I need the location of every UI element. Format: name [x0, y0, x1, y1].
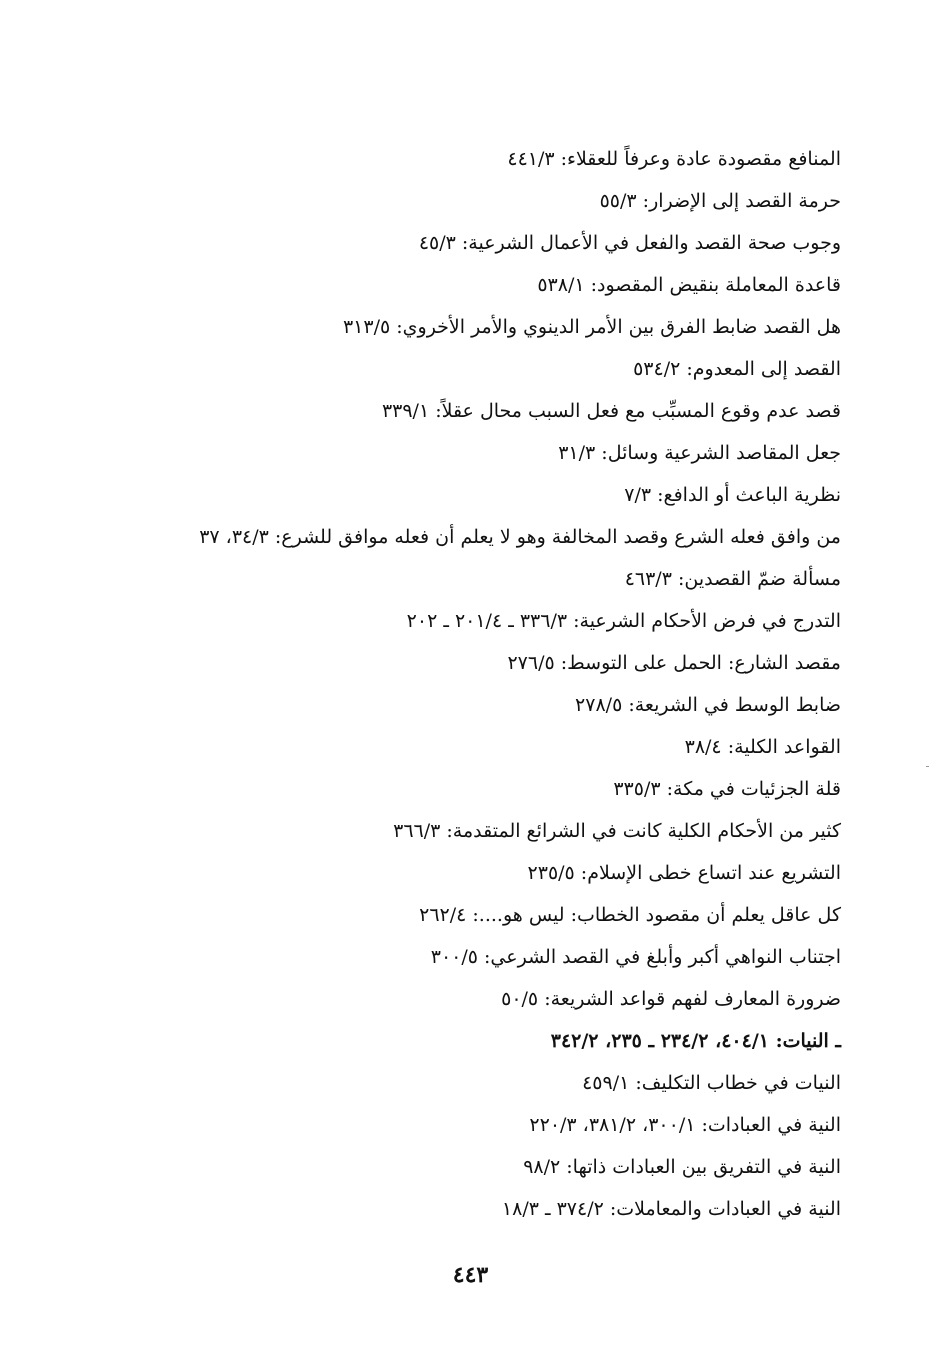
- page-number: ٤٤٣: [452, 1262, 489, 1288]
- index-entry: التدرج في فرض الأحكام الشرعية: ٣٣٦/٣ ـ ٢٠١/٤ ـ ٢٠٢: [406, 610, 841, 632]
- index-entry: من وافق فعله الشرع وقصد المخالفة وهو لا يعلم أن فعله موافق للشرع: ٣٤/٣، ٣٧: [199, 526, 841, 548]
- index-entry: نظرية الباعث أو الدافع: ٧/٣: [624, 484, 841, 506]
- index-entry: النية في العبادات: ٣٠٠/١، ٣٨١/٢، ٢٢٠/٣: [529, 1114, 841, 1136]
- index-entry: اجتناب النواهي أكبر وأبلغ في القصد الشرعي: ٣٠٠/٥: [430, 946, 841, 968]
- index-entry: قاعدة المعاملة بنقيض المقصود: ٥٣٨/١: [537, 274, 841, 296]
- index-entry: جعل المقاصد الشرعية وسائل: ٣١/٣: [558, 442, 841, 464]
- index-entries: [201, 138, 841, 1230]
- index-entry: التشريع عند اتساع خطى الإسلام: ٢٣٥/٥: [527, 862, 841, 884]
- index-entry: القصد إلى المعدوم: ٥٣٤/٢: [633, 358, 841, 380]
- index-entry: قصد عدم وقوع المسبِّب مع فعل السبب محال عقلاً: ٣٣٩/١: [381, 400, 841, 422]
- index-entry: النيات في خطاب التكليف: ٤٥٩/١: [582, 1072, 841, 1094]
- index-heading-entry: ـ النيات: ٤٠٤/١، ٢٣٤/٢ ـ ٢٣٥، ٣٤٢/٢: [550, 1030, 841, 1052]
- index-entry: وجوب صحة القصد والفعل في الأعمال الشرعية: ٤٥/٣: [418, 232, 841, 254]
- index-entry: المنافع مقصودة عادة وعرفاً للعقلاء: ٤٤١/٣: [507, 148, 841, 170]
- index-entry: النية في العبادات والمعاملات: ٣٧٤/٢ ـ ١٨/٣: [501, 1198, 841, 1220]
- index-entry: حرمة القصد إلى الإضرار: ٥٥/٣: [599, 190, 841, 212]
- index-entry: كثير من الأحكام الكلية كانت في الشرائع المتقدمة: ٣٦٦/٣: [393, 820, 841, 842]
- index-entry: ضرورة المعارف لفهم قواعد الشريعة: ٥٠/٥: [501, 988, 841, 1010]
- index-entry: قلة الجزئيات في مكة: ٣٣٥/٣: [613, 778, 841, 800]
- index-entry: مسألة ضمّ القصدين: ٤٦٣/٣: [624, 568, 841, 590]
- index-entry: ضابط الوسط في الشريعة: ٢٧٨/٥: [575, 694, 841, 716]
- index-entry: هل القصد ضابط الفرق بين الأمر الدينوي والأمر الأخروي: ٣١٣/٥: [342, 316, 841, 338]
- index-entry: مقصد الشارع: الحمل على التوسط: ٢٧٦/٥: [507, 652, 841, 674]
- scan-speck: [926, 766, 929, 767]
- index-entry: القواعد الكلية: ٣٨/٤: [684, 736, 841, 758]
- index-entry: النية في التفريق بين العبادات ذاتها: ٩٨/٢: [523, 1156, 841, 1178]
- index-entry: كل عاقل يعلم أن مقصود الخطاب: ليس هو....: ٢٦٢/٤: [419, 904, 841, 926]
